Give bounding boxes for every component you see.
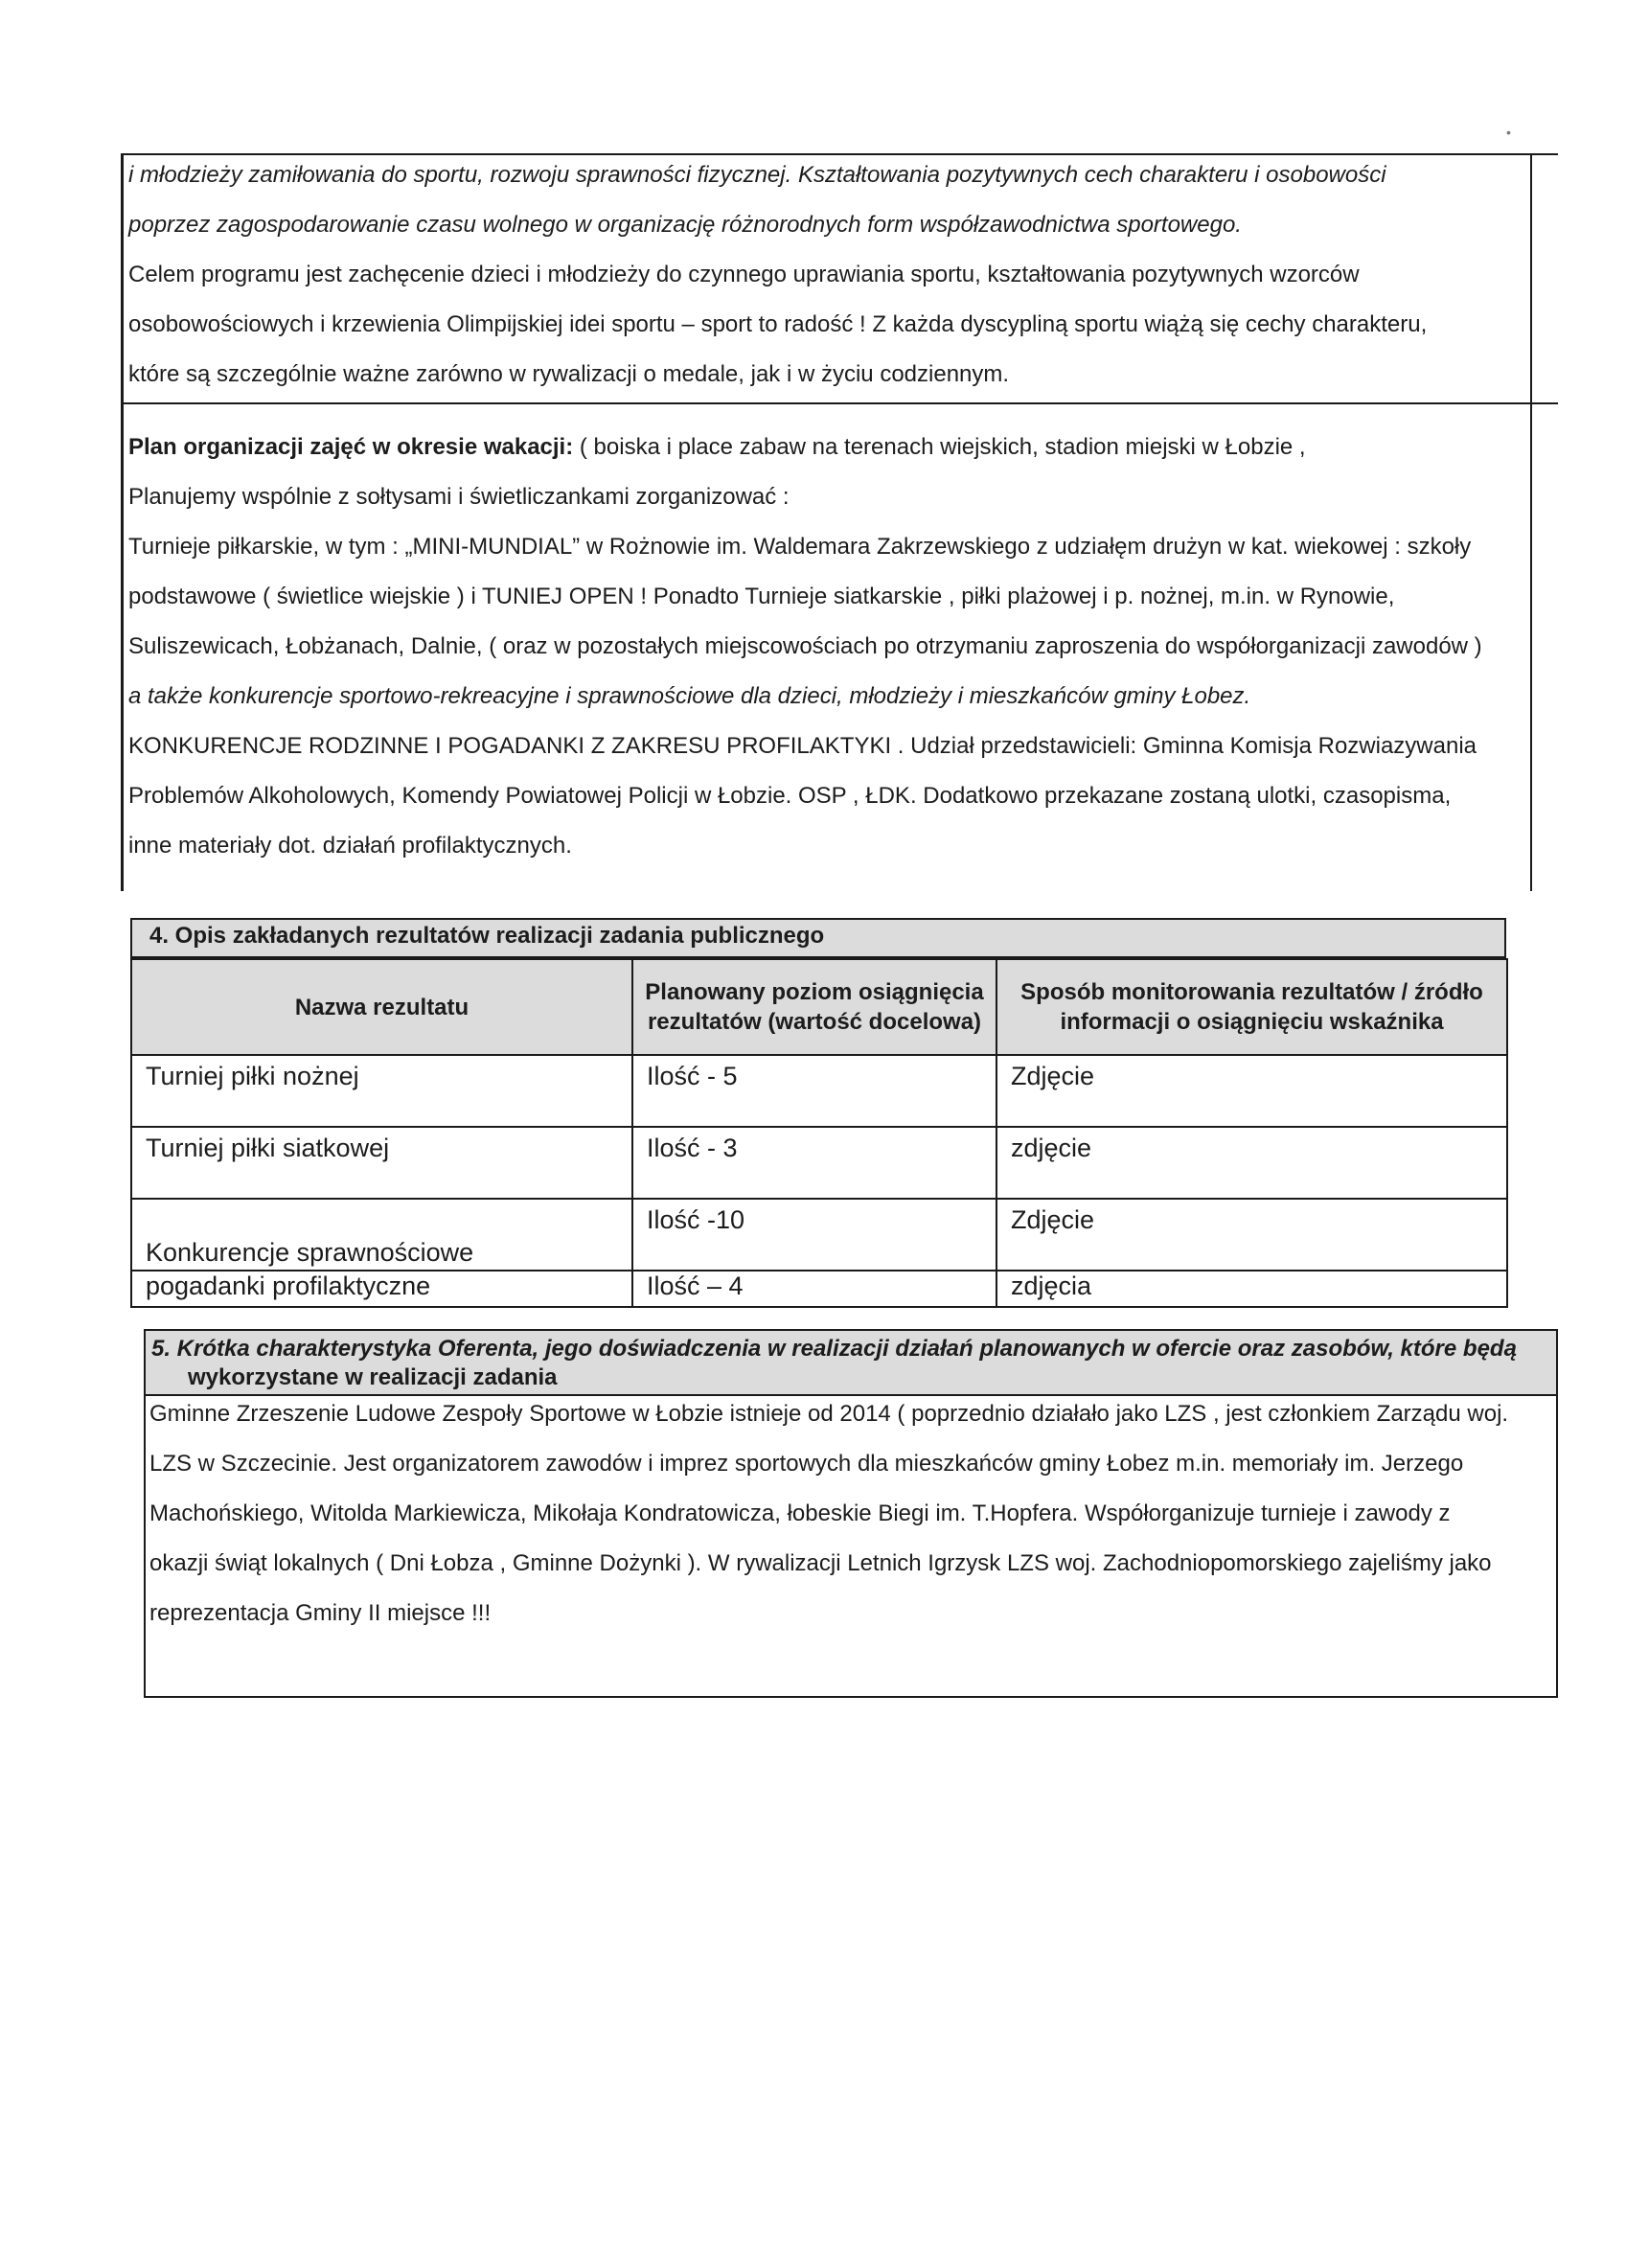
oferent-section-header bbox=[144, 1329, 1558, 1396]
table-cell: Zdjęcie bbox=[996, 1055, 1507, 1127]
top-rule bbox=[121, 153, 1558, 155]
table-cell: zdjęcie bbox=[996, 1127, 1507, 1199]
plan-line: Suliszewicach, Łobżanach, Dalnie, ( oraz w pozostałych miejscowościach po otrzymaniu zaproszenia do współorganizacji zawodów ) bbox=[128, 633, 1482, 659]
table-row bbox=[131, 1271, 1507, 1307]
plan-line: Problemów Alkoholowych, Komendy Powiatowej Policji w Łobzie. OSP , ŁDK. Dodatkowo przekazane zostaną ulotki, czasopisma, bbox=[128, 783, 1452, 809]
intro-line: i młodzieży zamiłowania do sportu, rozwoju sprawności fizycznej. Kształtowania pozytywnych cech charakteru i osobowości bbox=[128, 162, 1386, 188]
table-row bbox=[131, 1127, 1507, 1199]
mid-rule bbox=[121, 402, 1558, 404]
table-cell: Konkurencje sprawnościowe bbox=[131, 1199, 632, 1271]
plan-line: a także konkurencje sportowo-rekreacyjne i sprawnościowe dla dzieci, młodzieży i mieszkańców gminy Łobez. bbox=[128, 683, 1251, 709]
plan-heading: Plan organizacji zajęć w okresie wakacji: bbox=[128, 434, 574, 460]
intro-line: poprzez zagospodarowanie czasu wolnego w organizację różnorodnych form współzawodnictwa sportowego. bbox=[128, 212, 1242, 238]
table-row bbox=[131, 1199, 1507, 1271]
oferent-title-line: wykorzystane w realizacji zadania bbox=[188, 1364, 558, 1390]
results-section-title: 4. Opis zakładanych rezultatów realizacji zadania publicznego bbox=[149, 923, 825, 949]
table-cell: zdjęcia bbox=[996, 1271, 1507, 1307]
plan-line: podstawowe ( świetlice wiejskie ) i TUNIEJ OPEN ! Ponadto Turnieje siatkarskie , piłki plażowej i p. nożnej, m.in. w Rynowie, bbox=[128, 584, 1395, 609]
results-table bbox=[130, 958, 1508, 1308]
table-cell: Zdjęcie bbox=[996, 1199, 1507, 1271]
oferent-line: okazji świąt lokalnych ( Dni Łobza , Gminne Dożynki ). W rywalizacji Letnich Igrzysk LZS woj. Zachodniopomorskiego zajeliśmy jako bbox=[149, 1550, 1492, 1576]
table-row bbox=[131, 1055, 1507, 1127]
results-section bbox=[130, 918, 1506, 1308]
plan-line: inne materiały dot. działań profilaktycznych. bbox=[128, 833, 572, 859]
intro-line: które są szczególnie ważne zarówno w rywalizacji o medale, jak i w życiu codziennym. bbox=[128, 361, 1010, 387]
column-header: Nazwa rezultatu bbox=[131, 959, 632, 1055]
table-cell: Ilość -10 bbox=[632, 1199, 996, 1271]
column-header: Planowany poziom osiągnięcia rezultatów (wartość docelowa) bbox=[632, 959, 996, 1055]
table-cell: Turniej piłki siatkowej bbox=[131, 1127, 632, 1199]
oferent-text-box bbox=[144, 1396, 1558, 1698]
oferent-title-line: 5. Krótka charakterystyka Oferenta, jego doświadczenia w realizacji działań planowanych w ofercie oraz zasobów, które będą bbox=[151, 1336, 1517, 1362]
plan-line: Turnieje piłkarskie, w tym : „MINI-MUNDIAL” w Rożnowie im. Waldemara Zakrzewskiego z udziałęm drużyn w kat. wiekowej : szkoły bbox=[128, 534, 1472, 560]
oferent-line: Gminne Zrzeszenie Ludowe Zespoły Sportowe w Łobzie istnieje od 2014 ( poprzednio działało jako LZS , jest członkiem Zarządu woj. bbox=[149, 1401, 1509, 1427]
column-header: Sposób monitorowania rezultatów / źródło informacji o osiągnięciu wskaźnika bbox=[996, 959, 1507, 1055]
table-cell: Ilość - 3 bbox=[632, 1127, 996, 1199]
oferent-line: Machońskiego, Witolda Markiewicza, Mikołaja Kondratowicza, łobeskie Biegi im. T.Hopfera. Współorganizuje turnieje i zawody z bbox=[149, 1501, 1451, 1526]
table-cell: Turniej piłki nożnej bbox=[131, 1055, 632, 1127]
oferent-line: reprezentacja Gminy II miejsce !!! bbox=[149, 1600, 492, 1626]
table-cell: Ilość - 5 bbox=[632, 1055, 996, 1127]
table-cell: Ilość – 4 bbox=[632, 1271, 996, 1307]
oferent-line: LZS w Szczecinie. Jest organizatorem zawodów i imprez sportowych dla mieszkańców gminy Łobez m.in. memoriały im. Jerzego bbox=[149, 1451, 1464, 1477]
plan-line: KONKURENCJE RODZINNE I POGADANKI Z ZAKRESU PROFILAKTYKI . Udział przedstawicieli: Gminna Komisja Rozwiazywania bbox=[128, 733, 1477, 759]
intro-line: osobowościowych i krzewienia Olimpijskiej idei sportu – sport to radość ! Z każda dyscypliną sportu wiążą się cechy charakteru, bbox=[128, 311, 1428, 337]
table-cell: pogadanki profilaktyczne bbox=[131, 1271, 632, 1307]
results-section-header bbox=[130, 918, 1506, 958]
table-header-row bbox=[131, 959, 1507, 1055]
scan-mark: • bbox=[1506, 125, 1511, 140]
plan-heading-rest: ( boiska i place zabaw na terenach wiejskich, stadion miejski w Łobzie , bbox=[573, 434, 1306, 460]
oferent-section bbox=[144, 1329, 1558, 1698]
plan-line: Planujemy wspólnie z sołtysami i świetliczankami zorganizować : bbox=[128, 484, 790, 510]
plan-heading-line bbox=[128, 433, 1306, 462]
intro-line: Celem programu jest zachęcenie dzieci i młodzieży do czynnego uprawiania sportu, kształtowania pozytywnych wzorców bbox=[128, 262, 1360, 287]
